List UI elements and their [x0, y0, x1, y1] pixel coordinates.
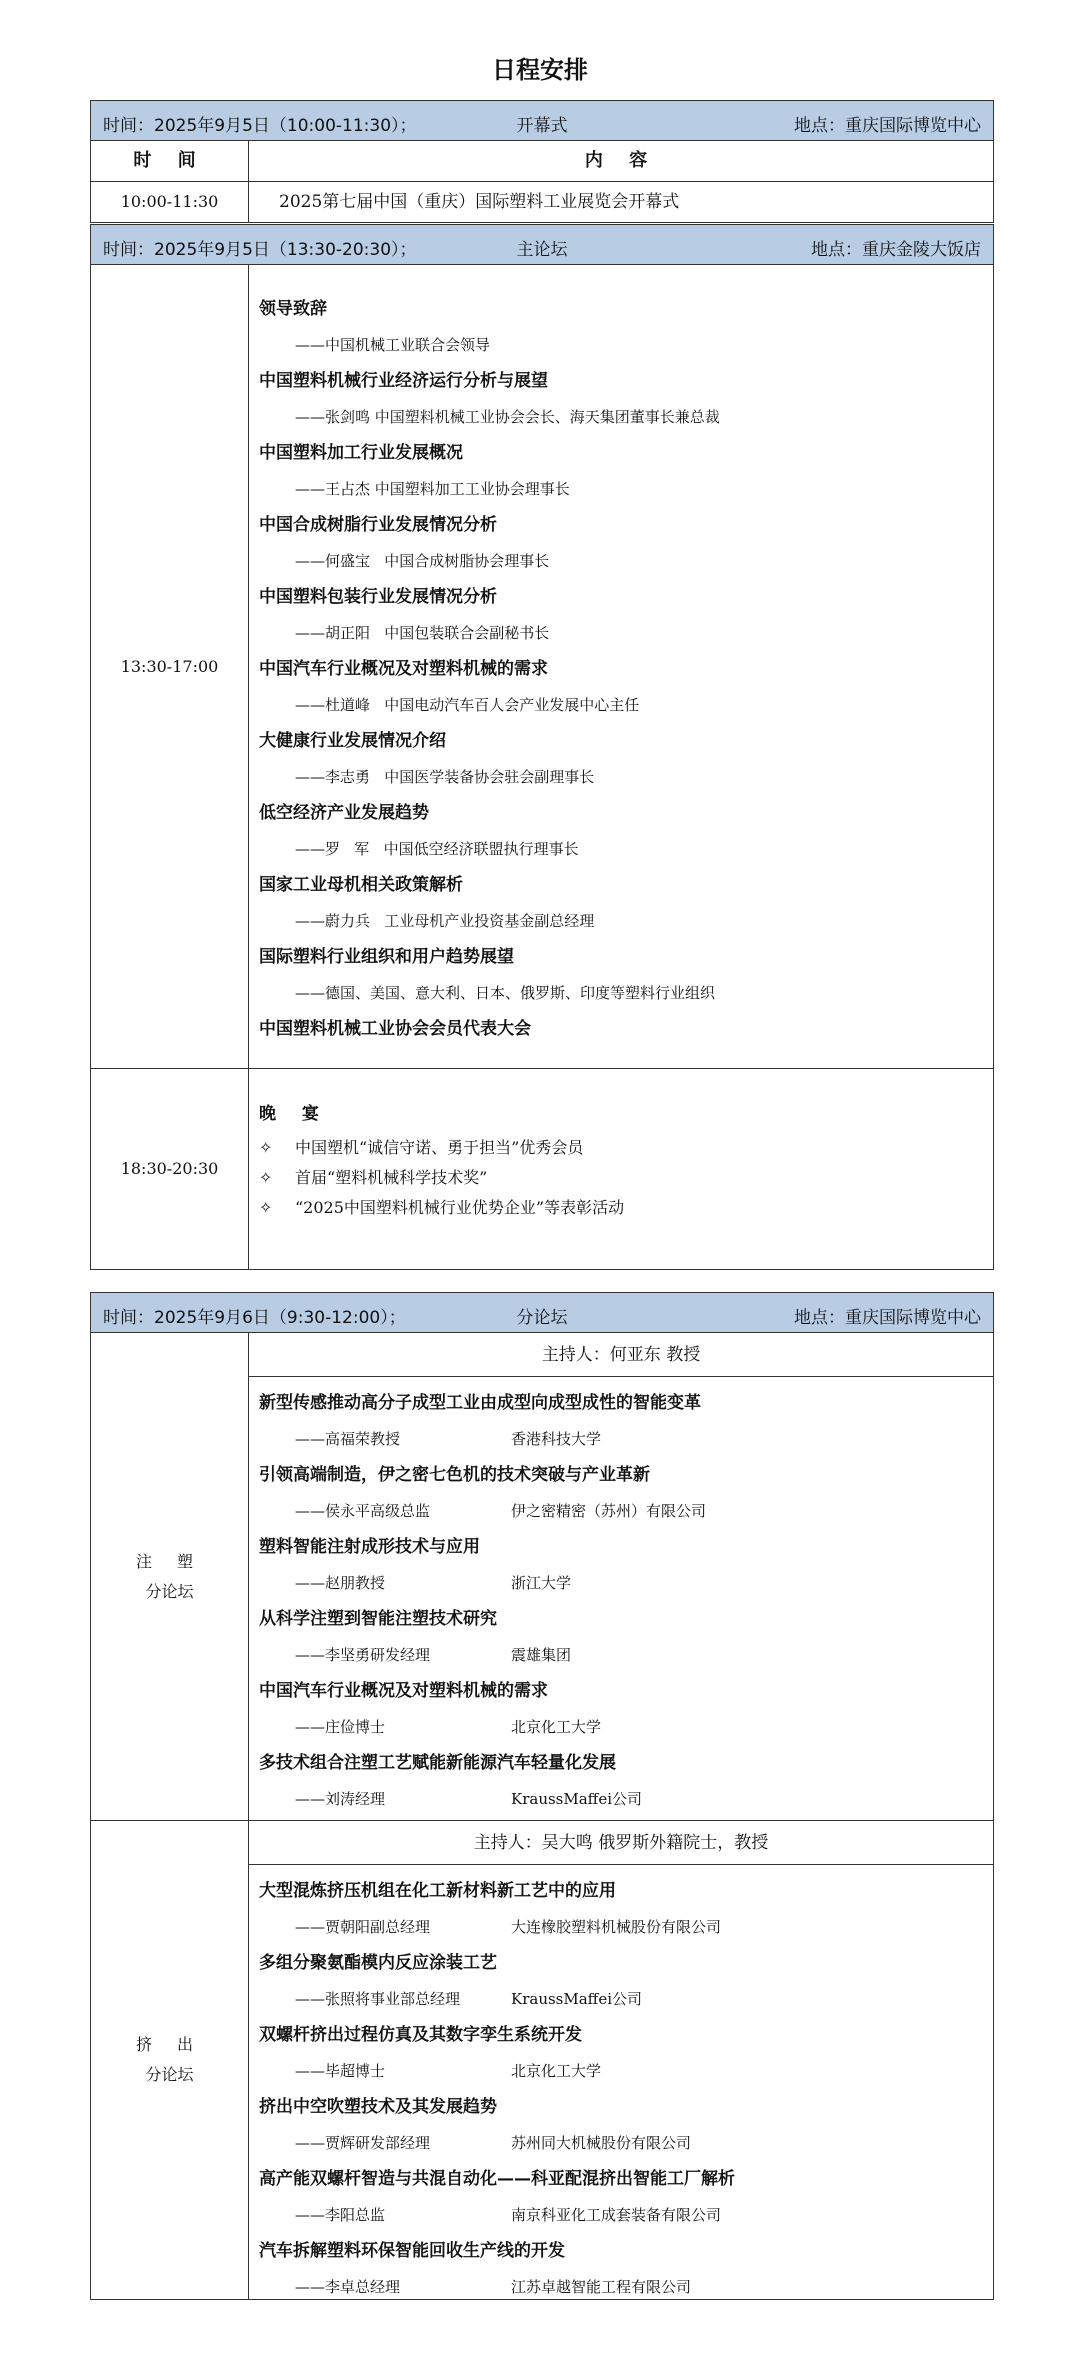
extrusion-forum-row: [91, 1821, 993, 2299]
speaker-name: ——庄俭博士: [295, 1718, 386, 1736]
row-content: 2025第七届中国（重庆）国际塑料工业展览会开幕式: [279, 192, 680, 212]
section-name: 开幕式: [516, 116, 568, 136]
banquet-content: [249, 1069, 993, 1269]
agenda-topic: 新型传感推动高分子成型工业由成型向成型成性的智能变革: [259, 1393, 701, 1413]
speaker-org: 北京化工大学: [511, 2062, 602, 2080]
agenda-speaker: [259, 1565, 993, 1601]
banquet-item-text: “2025中国塑料机械行业优势企业”等表彰活动: [295, 1198, 625, 1217]
speaker-name: ——李卓总经理: [295, 2278, 401, 2296]
agenda-topic: 中国汽车行业概况及对塑料机械的需求: [259, 1681, 548, 1701]
agenda-topic: 高产能双螺杆智造与共混自动化——科亚配混挤出智能工厂解析: [259, 2169, 735, 2189]
sparkle-icon: ✧: [259, 1168, 273, 1187]
agenda-list: [249, 1377, 993, 1827]
agenda-topic: 中国塑料机械行业经济运行分析与展望: [259, 371, 548, 391]
speaker-org: 南京科亚化工成套装备有限公司: [511, 2206, 722, 2224]
agenda-speaker: [259, 1909, 993, 1945]
agenda-speaker: ——胡正阳 中国包装联合会副秘书长: [295, 624, 550, 642]
row-time: 13:30-17:00: [91, 265, 249, 1068]
agenda-topic: 国际塑料行业组织和用户趋势展望: [259, 947, 514, 967]
forum-label-line: 挤 出: [135, 2035, 204, 2054]
speaker-org: 北京化工大学: [511, 1718, 602, 1736]
agenda-speaker: [259, 2269, 993, 2305]
column-header-time: 时 间: [91, 141, 249, 181]
agenda-topic: 多组分聚氨酯模内反应涂装工艺: [259, 1953, 497, 1973]
section-name: 主论坛: [516, 240, 568, 260]
agenda-topic: 领导致辞: [259, 299, 327, 319]
agenda-topic: 双螺杆挤出过程仿真及其数字孪生系统开发: [259, 2025, 582, 2045]
banquet-item: [259, 1163, 993, 1193]
speaker-name: ——侯永平高级总监: [295, 1502, 431, 1520]
speaker-org: KraussMaffei公司: [511, 1990, 643, 2008]
page-title: 日程安排: [492, 56, 588, 84]
section-time: 时间：2025年9月5日（10:00-11:30）；: [103, 116, 417, 136]
speaker-org: 香港科技大学: [511, 1430, 602, 1448]
main-forum-table: [90, 224, 994, 1270]
forum-label-line: 注 塑: [135, 1551, 204, 1571]
agenda-speaker: ——罗 军 中国低空经济联盟执行理事长: [295, 840, 579, 858]
column-header-content: 内 容: [584, 150, 658, 171]
agenda-speaker: ——中国机械工业联合会领导: [295, 336, 491, 354]
main-forum-row: [91, 265, 993, 1069]
forum-label-line: 分论坛: [145, 1581, 194, 1601]
sub-forum-table: [90, 1292, 994, 2300]
forum-content: [249, 1333, 993, 1820]
agenda-speaker: [259, 1781, 993, 1817]
agenda-topic: 多技术组合注塑工艺赋能新能源汽车轻量化发展: [259, 1753, 616, 1773]
agenda-speaker: [259, 1981, 993, 2017]
forum-label: [91, 1821, 249, 2299]
forum-content: [249, 1821, 993, 2299]
speaker-name: ——贾朝阳副总经理: [295, 1918, 431, 1936]
agenda-speaker: [259, 1421, 993, 1457]
speaker-org: 浙江大学: [511, 1574, 572, 1592]
row-time: 18:30-20:30: [91, 1069, 249, 1269]
sparkle-icon: ✧: [259, 1198, 273, 1217]
speaker-name: ——张照将事业部总经理: [295, 1990, 461, 2008]
agenda-list: [249, 1865, 993, 2315]
agenda-topic: 中国合成树脂行业发展情况分析: [259, 515, 497, 535]
banquet-title: 晚 宴: [259, 1104, 329, 1124]
banquet-item: [259, 1193, 993, 1223]
banquet-row: [91, 1069, 993, 1269]
agenda-speaker: ——德国、美国、意大利、日本、俄罗斯、印度等塑料行业组织: [295, 984, 716, 1002]
agenda-speaker: ——李志勇 中国医学装备协会驻会副理事长: [295, 768, 595, 786]
sparkle-icon: ✧: [259, 1138, 273, 1157]
agenda-speaker: [259, 1637, 993, 1673]
agenda-speaker: ——杜道峰 中国电动汽车百人会产业发展中心主任: [295, 696, 640, 714]
agenda-topic: 挤出中空吹塑技术及其发展趋势: [259, 2097, 497, 2117]
agenda-speaker: [259, 1709, 993, 1745]
section-place: 地点：重庆国际博览中心: [794, 1308, 981, 1328]
section-header: [91, 101, 993, 141]
agenda-topic: 国家工业母机相关政策解析: [259, 875, 463, 895]
banquet-item-text: 中国塑机“诚信守诺、勇于担当”优秀会员: [295, 1138, 584, 1157]
section-time: 时间：2025年9月5日（13:30-20:30）；: [103, 240, 417, 260]
agenda-speaker: [259, 2053, 993, 2089]
injection-forum-row: [91, 1333, 993, 1821]
agenda-topic: 大型混炼挤压机组在化工新材料新工艺中的应用: [259, 1881, 616, 1901]
agenda-speaker: ——何盛宝 中国合成树脂协会理事长: [295, 552, 550, 570]
banquet-item-text: 首届“塑料机械科学技术奖”: [295, 1168, 488, 1187]
section-header: [91, 225, 993, 265]
speaker-org: 伊之密精密（苏州）有限公司: [511, 1502, 707, 1520]
table-row: [91, 182, 993, 222]
speaker-org: KraussMaffei公司: [511, 1790, 643, 1808]
agenda-topic: 中国塑料包装行业发展情况分析: [259, 587, 497, 607]
agenda-speaker: ——蔚力兵 工业母机产业投资基金副总经理: [295, 912, 595, 930]
speaker-org: 大连橡胶塑料机械股份有限公司: [511, 1918, 722, 1936]
forum-host: 主持人：吴大鸣 俄罗斯外籍院士，教授: [249, 1821, 993, 1865]
section-time: 时间：2025年9月6日（9:30-12:00）；: [103, 1308, 406, 1328]
forum-label: [91, 1333, 249, 1820]
agenda-topic: 引领高端制造，伊之密七色机的技术突破与产业革新: [259, 1465, 650, 1485]
section-place: 地点：重庆国际博览中心: [794, 116, 981, 136]
agenda-speaker: ——王占杰 中国塑料加工工业协会理事长: [295, 480, 570, 498]
agenda-topic: 中国汽车行业概况及对塑料机械的需求: [259, 659, 548, 679]
speaker-name: ——毕超博士: [295, 2062, 386, 2080]
speaker-org: 震雄集团: [511, 1646, 572, 1664]
speaker-org: 苏州同大机械股份有限公司: [511, 2134, 692, 2152]
agenda-list: [249, 265, 993, 1068]
agenda-topic: 大健康行业发展情况介绍: [259, 731, 446, 751]
speaker-name: ——李阳总监: [295, 2206, 386, 2224]
speaker-name: ——贾辉研发部经理: [295, 2134, 431, 2152]
speaker-name: ——赵朋教授: [295, 1574, 386, 1592]
agenda-topic: 从科学注塑到智能注塑技术研究: [259, 1609, 497, 1629]
section-place: 地点：重庆金陵大饭店: [811, 240, 981, 260]
forum-label-line: 分论坛: [145, 2065, 194, 2084]
section-header: [91, 1293, 993, 1333]
agenda-topic: 中国塑料机械工业协会会员代表大会: [259, 1019, 531, 1039]
opening-ceremony-table: [90, 100, 994, 223]
column-header-row: [91, 141, 993, 182]
speaker-name: ——高福荣教授: [295, 1430, 401, 1448]
agenda-speaker: [259, 1493, 993, 1529]
speaker-name: ——刘涛经理: [295, 1790, 386, 1808]
row-time: 10:00-11:30: [91, 182, 249, 222]
agenda-speaker: [259, 2197, 993, 2233]
speaker-org: 江苏卓越智能工程有限公司: [511, 2278, 692, 2296]
speaker-name: ——李坚勇研发经理: [295, 1646, 431, 1664]
agenda-speaker: ——张剑鸣 中国塑料机械工业协会会长、海天集团董事长兼总裁: [295, 408, 720, 426]
agenda-topic: 低空经济产业发展趋势: [259, 803, 429, 823]
agenda-topic: 汽车拆解塑料环保智能回收生产线的开发: [259, 2241, 565, 2261]
banquet-item: [259, 1133, 993, 1163]
agenda-speaker: [259, 2125, 993, 2161]
section-name: 分论坛: [516, 1308, 568, 1328]
agenda-topic: 中国塑料加工行业发展概况: [259, 443, 463, 463]
forum-host: 主持人：何亚东 教授: [249, 1333, 993, 1377]
agenda-topic: 塑料智能注射成形技术与应用: [259, 1537, 480, 1557]
